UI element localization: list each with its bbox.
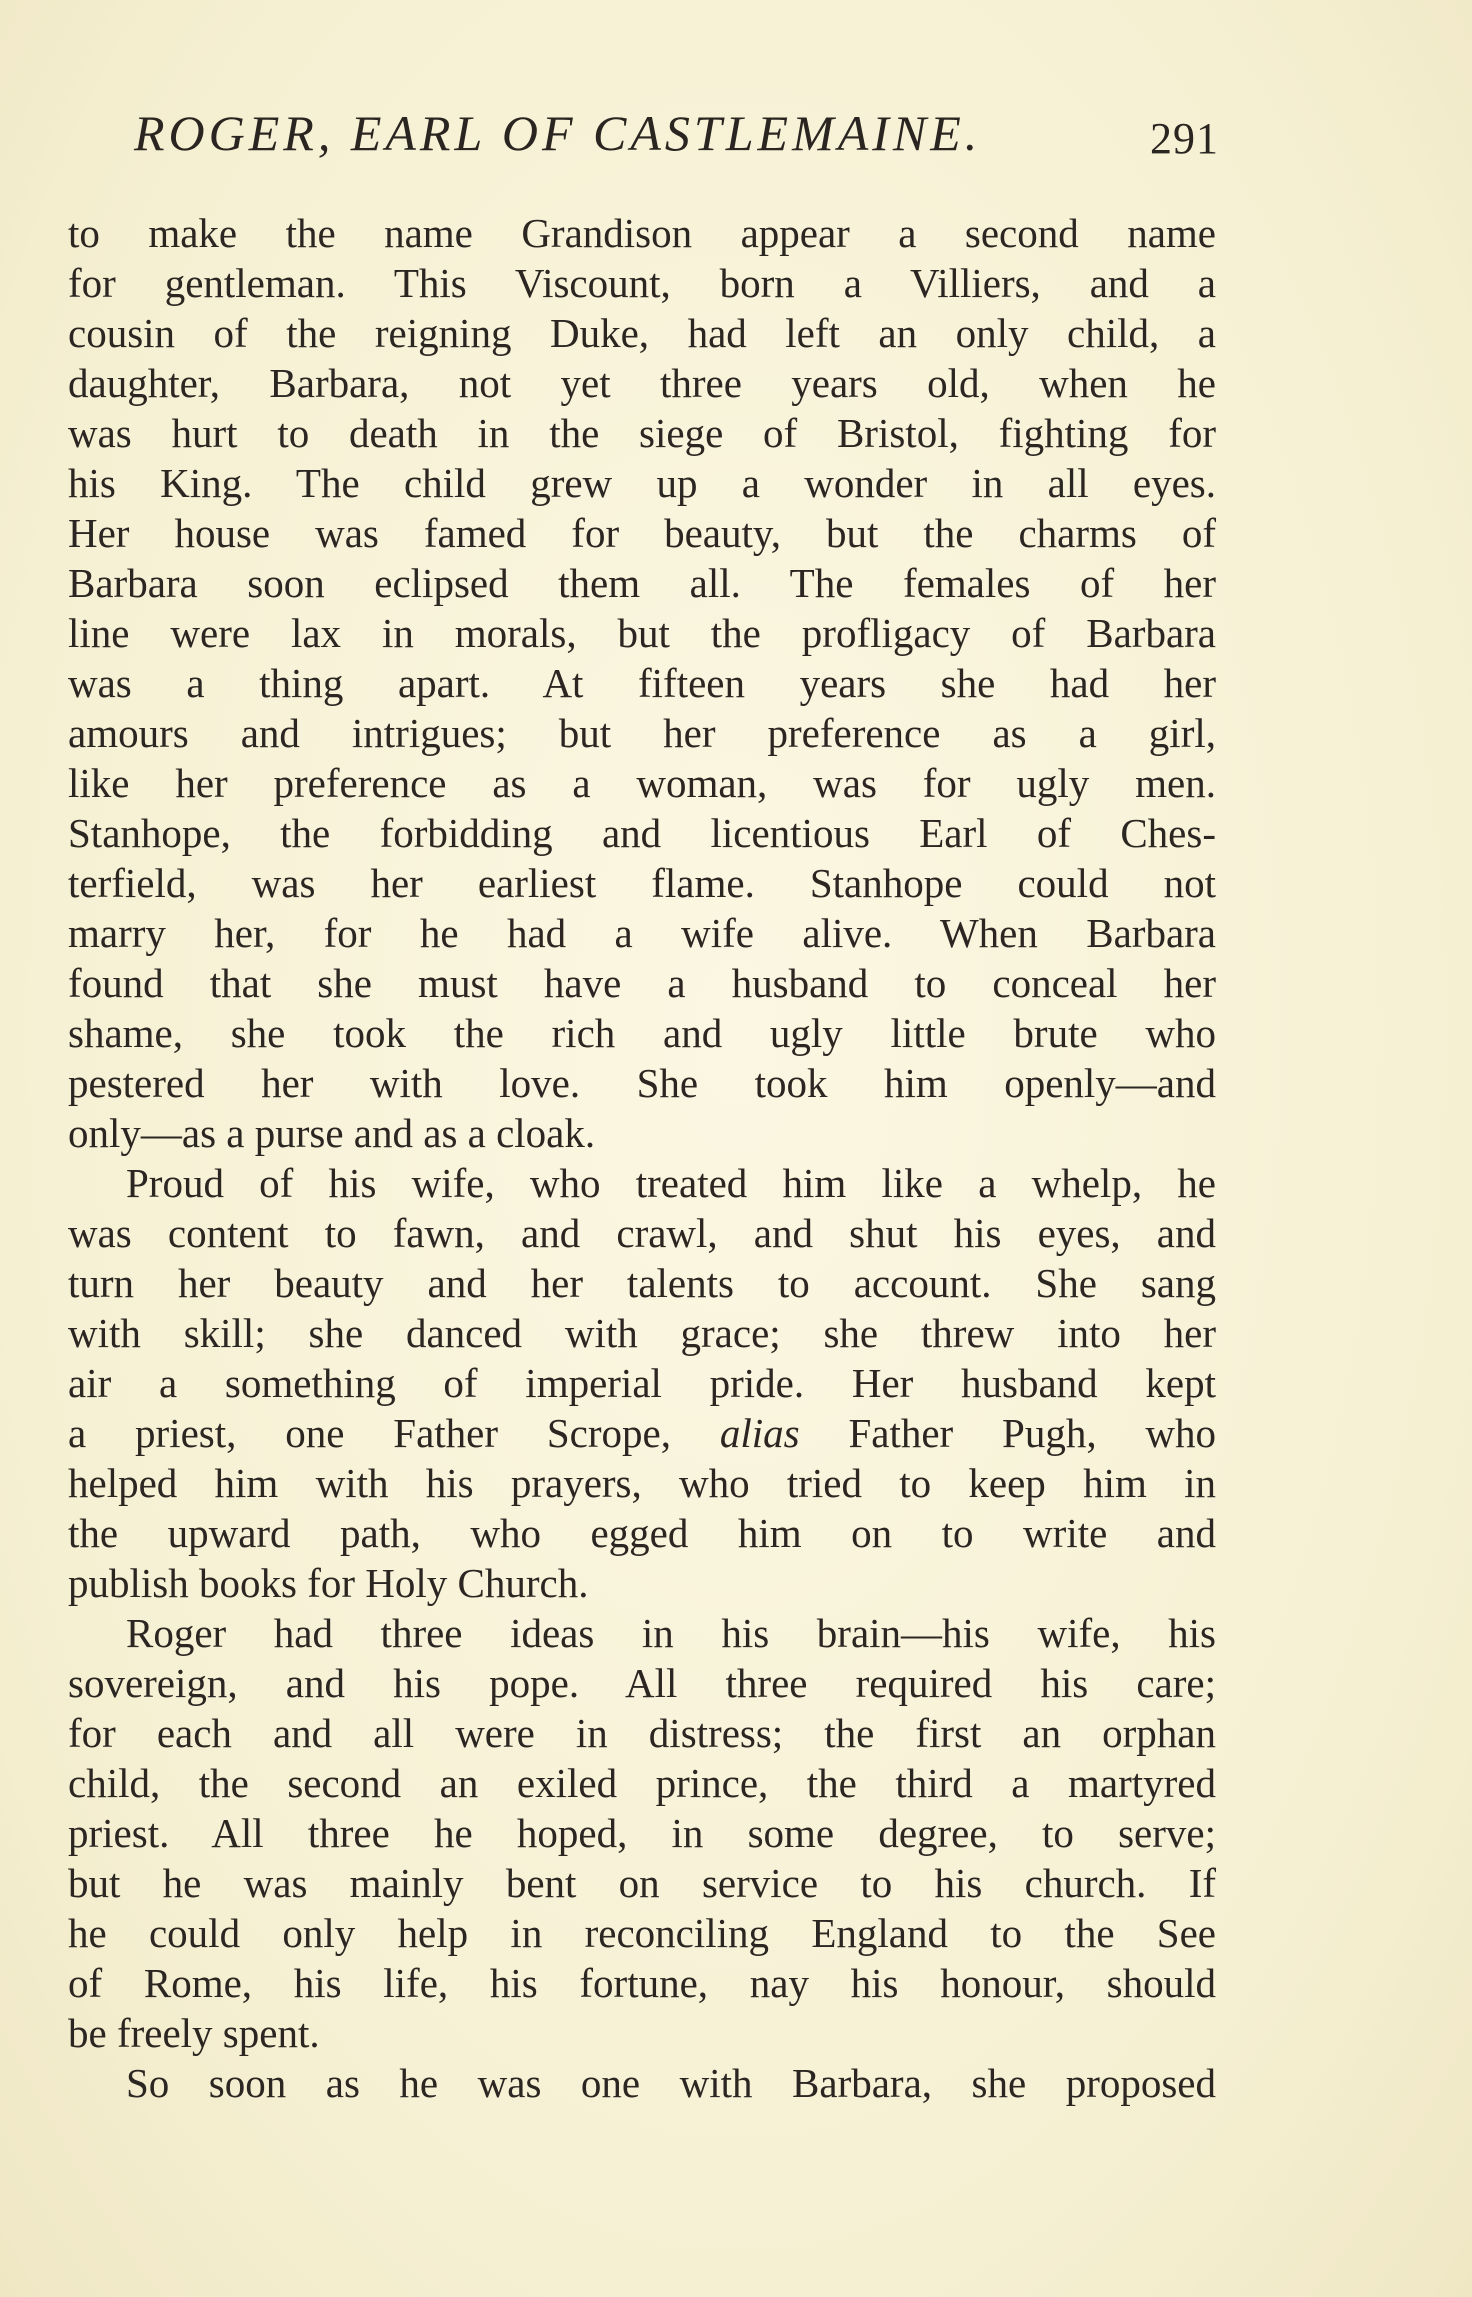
text-line: pestered her with love. She took him openly—and: [68, 1060, 1216, 1106]
text-line: was hurt to death in the siege of Bristol, fighting for: [68, 410, 1216, 456]
text-line: shame, she took the rich and ugly little brute who: [68, 1010, 1216, 1056]
text-line: amours and intrigues; but her preference as a girl,: [68, 710, 1216, 756]
text-line: his King. The child grew up a wonder in all eyes.: [68, 460, 1216, 506]
text-line: he could only help in reconciling England to the See: [68, 1910, 1216, 1956]
text-line: was content to fawn, and crawl, and shut his eyes, and: [68, 1210, 1216, 1256]
page-number: 291: [1150, 114, 1219, 163]
text-line: air a something of imperial pride. Her husband kept: [68, 1360, 1216, 1406]
text-line: So soon as he was one with Barbara, she proposed: [126, 2060, 1216, 2106]
text-line: for gentleman. This Viscount, born a Villiers, and a: [68, 260, 1216, 306]
text-line: of Rome, his life, his fortune, nay his honour, should: [68, 1960, 1216, 2006]
text-line: to make the name Grandison appear a second name: [68, 210, 1216, 256]
text-line: for each and all were in distress; the first an orphan: [68, 1710, 1216, 1756]
text-line: publish books for Holy Church.: [68, 1560, 589, 1606]
text-line: only—as a purse and as a cloak.: [68, 1110, 596, 1156]
text-line: daughter, Barbara, not yet three years old, when he: [68, 360, 1216, 406]
text-line: child, the second an exiled prince, the third a martyred: [68, 1760, 1216, 1806]
text-line: but he was mainly bent on service to his church. If: [68, 1860, 1216, 1906]
text-line: line were lax in morals, but the profligacy of Barbara: [68, 610, 1216, 656]
text-line: was a thing apart. At fifteen years she had her: [68, 660, 1216, 706]
text-line: cousin of the reigning Duke, had left an only child, a: [68, 310, 1216, 356]
text-segment: a priest, one Father Scrope,: [68, 1410, 671, 1456]
italic-word: alias: [719, 1410, 800, 1456]
text-line: Roger had three ideas in his brain—his wife, his: [126, 1610, 1216, 1656]
text-line: like her preference as a woman, was for ugly men.: [68, 760, 1216, 806]
text-line: with skill; she danced with grace; she threw into her: [68, 1310, 1216, 1356]
text-line: found that she must have a husband to conceal her: [68, 960, 1216, 1006]
text-line: marry her, for he had a wife alive. When Barbara: [68, 910, 1216, 956]
text-line: Barbara soon eclipsed them all. The females of her: [68, 560, 1216, 606]
text-line: Proud of his wife, who treated him like a whelp, he: [126, 1160, 1216, 1206]
text-line: turn her beauty and her talents to account. She sang: [68, 1260, 1216, 1306]
text-segment: Father Pugh, who: [848, 1410, 1216, 1456]
text-line: Her house was famed for beauty, but the charms of: [68, 510, 1216, 556]
text-line-with-italic: [68, 1408, 1216, 1458]
running-title: ROGER, EARL OF CASTLEMAINE.: [134, 105, 982, 161]
text-line: sovereign, and his pope. All three required his care;: [68, 1660, 1216, 1706]
body-text: [68, 208, 1216, 2108]
text-line: the upward path, who egged him on to write and: [68, 1510, 1216, 1556]
text-line: priest. All three he hoped, in some degree, to serve;: [68, 1810, 1216, 1856]
text-line: terfield, was her earliest flame. Stanhope could not: [68, 860, 1216, 906]
text-line: Stanhope, the forbidding and licentious Earl of Ches-: [68, 810, 1216, 856]
text-line: helped him with his prayers, who tried to keep him in: [68, 1460, 1216, 1506]
running-head: [134, 98, 1219, 168]
text-line: be freely spent.: [68, 2010, 320, 2056]
